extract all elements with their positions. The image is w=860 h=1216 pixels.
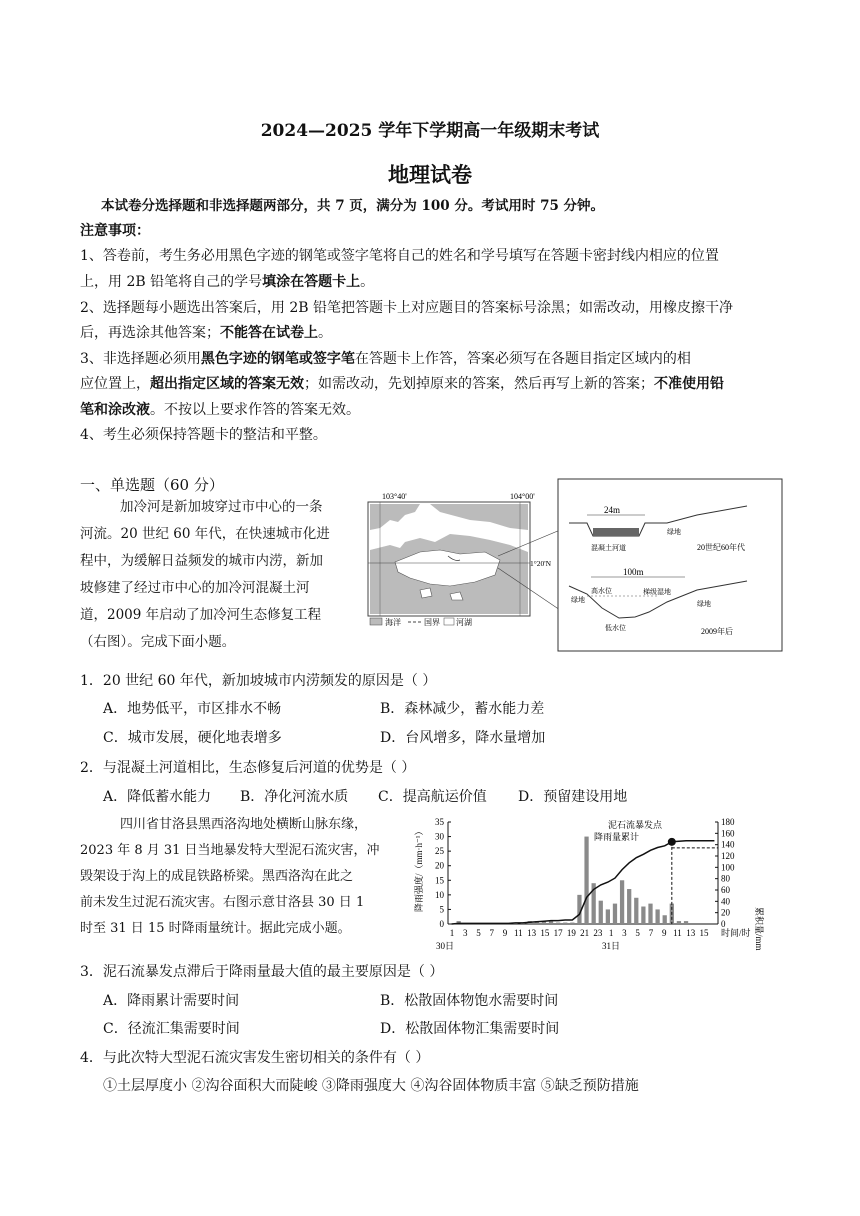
rain-bar [549, 921, 553, 924]
rain-bar [599, 901, 603, 924]
q3-option-c[interactable]: C．径流汇集需要时间 [103, 1021, 240, 1037]
rain-bar [634, 898, 638, 924]
x-tick: 13 [527, 928, 537, 938]
era-2009: 2009年后 [701, 627, 733, 636]
map-lat: 1°20'N [530, 559, 552, 568]
section-heading: 一、单选题（60 分） [80, 476, 224, 494]
rain-bar [684, 921, 688, 924]
legend-border: 国界 [424, 618, 440, 627]
x-tick: 3 [622, 928, 627, 938]
notice-3c: 笔和涂改液。不按以上要求作答的答案无效。 [80, 402, 360, 418]
rain-bar [641, 907, 645, 924]
x-tick: 17 [553, 928, 563, 938]
x-tick: 9 [502, 928, 508, 938]
label-concrete: 混凝土河道 [591, 544, 626, 552]
x-tick: 11 [673, 928, 682, 938]
width-24m: 24m [604, 505, 621, 515]
y-left-tick: 10 [435, 889, 444, 900]
exam-title: 2024—2025 学年下学期高一年级期末考试 [260, 121, 600, 141]
y-right-tick: 40 [721, 896, 730, 907]
notice-4: 4、考生必须保持答题卡的整洁和平整。 [80, 427, 327, 443]
era-1960s: 20世纪60年代 [697, 543, 745, 552]
label-green-right: 绿地 [697, 600, 711, 608]
label-day30: 30日 [436, 941, 455, 951]
rain-bar [570, 923, 574, 924]
q1-option-b[interactable]: B．森林减少，蓄水能力差 [380, 701, 545, 717]
y-left-tick: 20 [435, 860, 444, 871]
x-tick: 19 [566, 928, 576, 938]
label-stepped-wetland: 梯级湿地 [643, 588, 671, 596]
y-right-tick: 0 [721, 919, 726, 929]
legend-lake: 河湖 [456, 618, 472, 627]
y-left-tick: 15 [435, 875, 444, 886]
label-high-water: 高水位 [591, 587, 612, 595]
notice-2b: 后，再选涂其他答案；不能答在试卷上。 [80, 325, 332, 341]
q2-option-c[interactable]: C．提高航运价值 [378, 789, 487, 805]
legend-sea: 海洋 [385, 618, 401, 627]
x-tick: 15 [699, 928, 709, 938]
q3-stem: 3．泥石流暴发点滞后于降雨量最大值的最主要原因是（ ） [80, 964, 444, 980]
y-right-tick: 180 [721, 817, 735, 827]
q1-option-a[interactable]: A．地势低平，市区排水不畅 [103, 701, 282, 717]
y-left-tick: 35 [435, 817, 444, 827]
x-tick: 3 [463, 928, 468, 938]
rain-bar [613, 904, 617, 924]
x-tick: 1 [608, 928, 614, 938]
y-left-tick: 25 [435, 846, 444, 857]
x-tick: 21 [580, 928, 590, 938]
singapore-map [360, 490, 560, 640]
notice-3a: 3、非选择题必须用黑色字迹的钢笔或签字笔在答题卡上作答，答案必须写在各题目指定区域内的相 [80, 351, 691, 367]
q3-option-d[interactable]: D．松散固体物汇集需要时间 [380, 1021, 560, 1037]
subject-title: 地理试卷 [388, 162, 472, 187]
cumulative-line [452, 841, 715, 924]
x-tick: 5 [476, 928, 481, 938]
q3-option-a[interactable]: A．降雨累计需要时间 [103, 993, 240, 1009]
notice-1a: 1、答卷前，考生务必用黑色字迹的钢笔或签字笔将自己的姓名和学号填写在答题卡密封线内相应的位置 [80, 248, 719, 264]
y-right-tick: 100 [721, 862, 735, 873]
q3-option-b[interactable]: B．松散固体物饱水需要时间 [380, 993, 559, 1009]
chart-ylabel-right: 累积量/mm [754, 907, 764, 951]
river-section-figure [557, 478, 783, 652]
map-lon2: 104°00' [510, 492, 535, 501]
x-tick: 7 [489, 928, 495, 938]
passage-2: 四川省甘洛县黑西洛沟地处横断山脉东缘， 2023 年 8 月 31 日当地暴发特大型泥石流灾害，冲 毁架设于沟上的成昆铁路桥梁。黑西洛沟在此之 前未发生过泥石流灾害。右图示意甘洛县 30 日 1 时至 31 日 15 时降雨量统计。据此完成小题。 [80, 817, 380, 936]
label-cumulative: 降雨量累计 [594, 832, 640, 842]
rainfall-chart [412, 812, 772, 960]
q4-options[interactable]: ①土层厚度小 ②沟谷面积大而陡峻 ③降雨强度大 ④沟谷固体物质丰富 ⑤缺乏预防措施 [103, 1078, 639, 1094]
x-tick: 13 [686, 928, 696, 938]
y-right-tick: 160 [721, 828, 735, 839]
width-100m: 100m [623, 567, 644, 577]
y-right-tick: 20 [721, 907, 730, 918]
y-right-tick: 140 [721, 839, 735, 850]
passage-1: 加冷河是新加坡穿过市中心的一条 河流。20 世纪 60 年代，在快速城市化进 程中，为缓解日益频发的城市内涝，新加 坡修建了经过市中心的加冷河混凝土河 道，2009 年启动了加冷河生态修复工程 （右图）。完成下面小题。 [80, 499, 330, 650]
notice-3b: 应位置上，超出指定区域的答案无效；如需改动，先划掉原来的答案，然后再写上新的答案；不准使用铅 [80, 376, 724, 392]
map-lon1: 103°40' [382, 492, 407, 501]
rain-bar [620, 880, 624, 924]
q2-option-a[interactable]: A．降低蓄水能力 [103, 789, 212, 805]
rain-bar [655, 909, 659, 924]
y-right-tick: 120 [721, 851, 735, 861]
q4-stem: 4．与此次特大型泥石流灾害发生密切相关的条件有（ ） [80, 1050, 430, 1066]
rain-bar [648, 904, 652, 924]
rain-bar [584, 837, 588, 924]
notice-2a: 2、选择题每小题选出答案后，用 2B 铅笔把答题卡上对应题目的答案标号涂黑；如需改动，用橡皮擦干净 [80, 300, 734, 316]
label-green-left: 绿地 [571, 596, 585, 604]
x-tick: 1 [449, 928, 455, 938]
label-green1: 绿地 [667, 528, 681, 536]
q1-option-d[interactable]: D．台风增多，降水量增加 [380, 730, 546, 746]
x-tick: 23 [593, 928, 603, 938]
label-debris: 泥石流暴发点 [608, 820, 663, 830]
x-tick: 5 [635, 928, 640, 938]
y-right-tick: 80 [721, 873, 730, 884]
notice-1b: 上，用 2B 铅笔将自己的学号填涂在答题卡上。 [80, 274, 375, 290]
y-left-tick: 30 [435, 831, 444, 842]
q2-option-b[interactable]: B．净化河流水质 [240, 789, 349, 805]
rain-bar [556, 923, 560, 924]
rain-bar [663, 915, 667, 924]
x-unit: 时间/时 [721, 928, 751, 938]
q2-stem: 2．与混凝土河道相比，生态修复后河道的优势是（ ） [80, 760, 416, 776]
rain-bar [627, 889, 631, 924]
q1-stem: 1．20 世纪 60 年代，新加坡城市内涝频发的原因是（ ） [80, 673, 437, 689]
rain-bar [606, 909, 610, 924]
x-tick: 9 [661, 928, 667, 938]
y-left-tick: 5 [439, 904, 444, 915]
q1-option-c[interactable]: C．城市发展，硬化地表增多 [103, 730, 282, 746]
q2-option-d[interactable]: D．预留建设用地 [518, 789, 628, 805]
rain-bar [563, 923, 567, 924]
label-low-water: 低水位 [605, 624, 626, 632]
y-right-tick: 60 [721, 885, 730, 895]
x-tick: 7 [648, 928, 654, 938]
y-left-tick: 0 [439, 919, 444, 929]
label-day31: 31日 [602, 941, 621, 951]
x-tick: 11 [513, 928, 523, 938]
rain-bar [677, 921, 681, 924]
exam-intro: 本试卷分选择题和非选择题两部分，共 7 页，满分为 100 分。考试用时 75 分钟。 [101, 198, 605, 214]
notice-title: 注意事项： [80, 223, 150, 239]
x-tick: 15 [540, 928, 550, 938]
chart-ylabel-left: 降雨强度/（mm·h⁻¹） [414, 826, 424, 912]
